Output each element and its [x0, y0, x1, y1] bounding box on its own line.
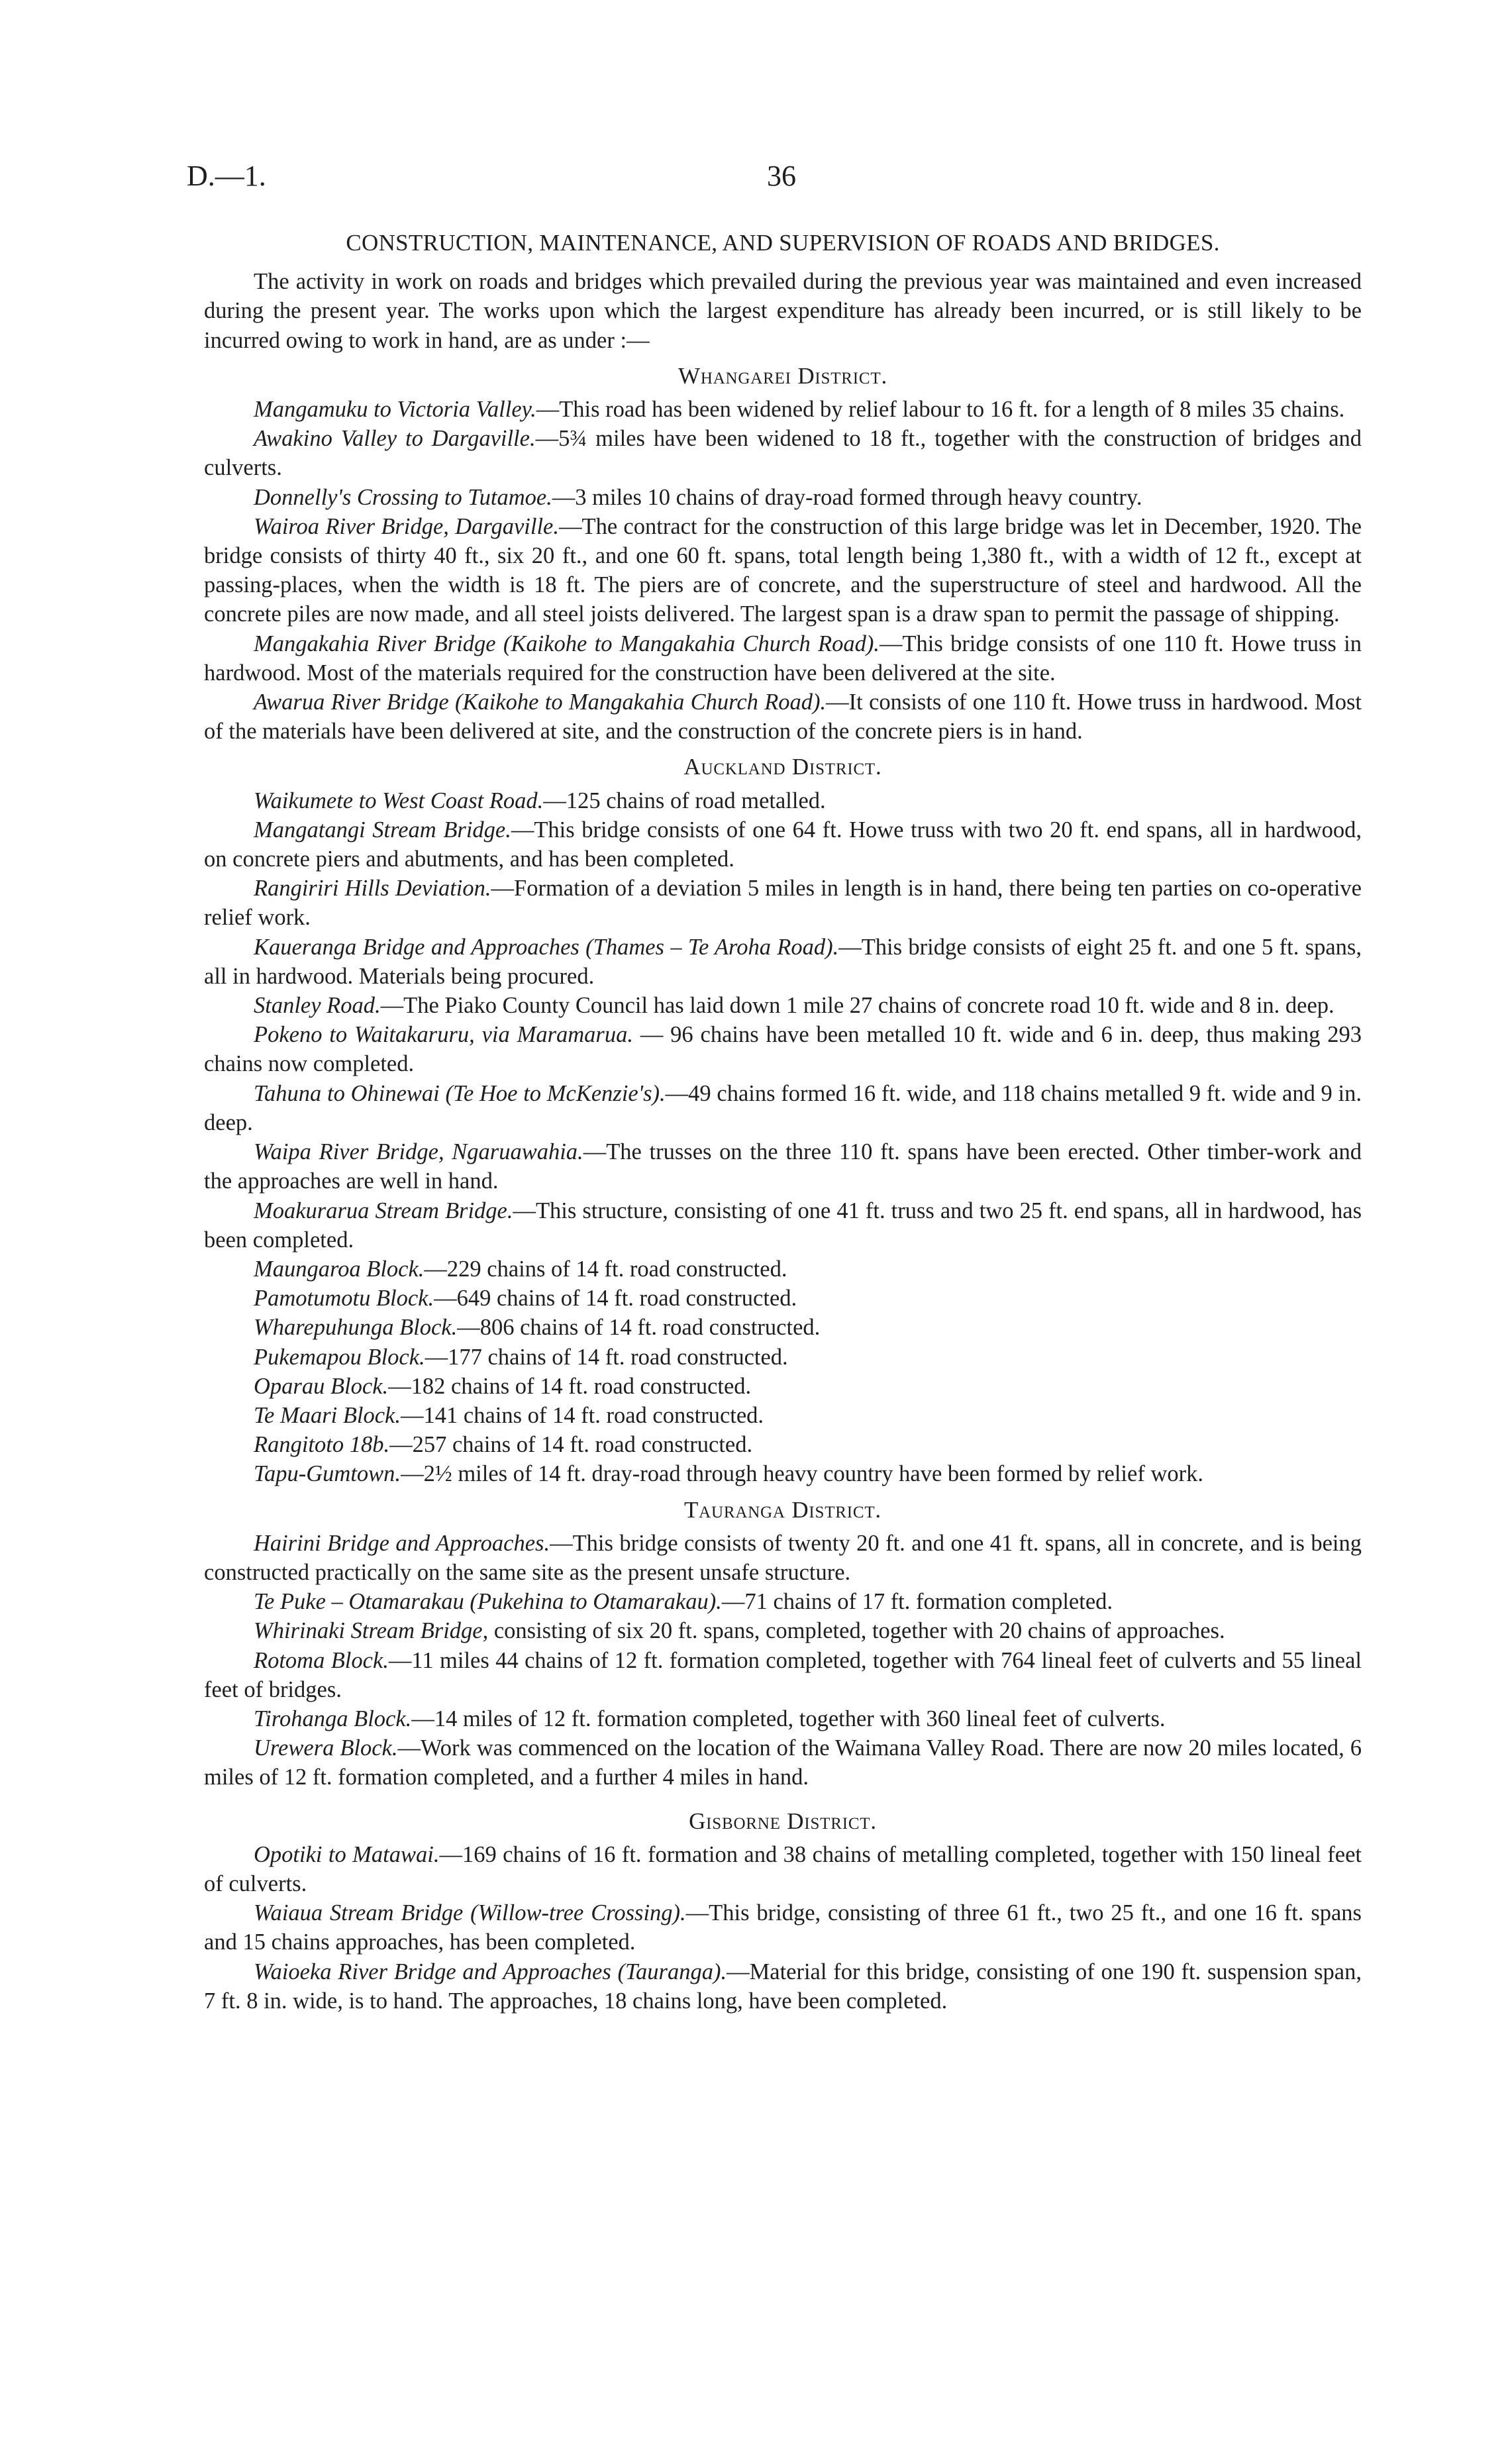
entry-title: Donnelly's Crossing to Tutamoe.	[254, 484, 552, 510]
entry	[204, 1587, 1362, 1616]
entry-title: Wharepuhunga Block.	[254, 1315, 458, 1341]
page-number: 36	[767, 160, 796, 192]
entry	[204, 1284, 1362, 1313]
entry-title: Waikumete to West Coast Road.	[254, 788, 544, 813]
entry-title: Rangiriri Hills Deviation.	[254, 876, 491, 901]
entry-text: —141 chains of 14 ft. road constructed.	[401, 1402, 764, 1428]
entry	[204, 1459, 1362, 1488]
entry-title: Waipa River Bridge, Ngaruawahia.	[254, 1139, 583, 1165]
entry-text: —71 chains of 17 ft. formation completed.	[721, 1589, 1113, 1615]
entry-title: Kaueranga Bridge and Approaches (Thames – Te Aroha Road).	[254, 934, 839, 960]
entry-text: —229 chains of 14 ft. road constructed.	[424, 1256, 787, 1282]
entry-title: Te Puke – Otamarakau (Pukehina to Otamarakau).	[254, 1589, 722, 1615]
entry-text: —Work was commenced on the location of the Waimana Valley Road. There are now 20 miles located, 6 miles of 12 ft. formation completed, and a further 4 miles in hand.	[204, 1735, 1362, 1790]
entry-text: —This bridge consists of one 64 ft. Howe truss with two 20 ft. end spans, all in hardwood, on concrete piers and abutments, and has been completed.	[204, 817, 1362, 872]
section-title: CONSTRUCTION, MAINTENANCE, AND SUPERVISION OF ROADS AND BRIDGES.	[346, 230, 1220, 256]
body-text	[204, 229, 1362, 2016]
district-heading: Whangarei District.	[678, 362, 887, 389]
entry-text: —Material for this bridge, consisting of one 190 ft. suspension span, 7 ft. 8 in. wide, is to hand. The approaches, 18 chains long, have been completed.	[204, 1959, 1362, 2014]
entry-title: Rotoma Block.	[254, 1647, 389, 1673]
entry-title: Wairoa River Bridge, Dargaville.	[254, 513, 559, 539]
entry	[204, 483, 1362, 512]
entry-text: —257 chains of 14 ft. road constructed.	[389, 1432, 753, 1458]
entry-text: —649 chains of 14 ft. road constructed.	[434, 1286, 797, 1311]
entry-text: —The trusses on the three 110 ft. spans have been erected. Other timber-work and the approaches are well in hand.	[204, 1139, 1362, 1194]
entry	[204, 629, 1362, 688]
entry	[204, 1430, 1362, 1459]
entry-text: —The Piako County Council has laid down 1 mile 27 chains of concrete road 10 ft. wide and 8 in. deep.	[380, 993, 1334, 1019]
entry	[204, 933, 1362, 991]
entry	[204, 1704, 1362, 1733]
entry-title: Mangamuku to Victoria Valley.	[254, 397, 536, 423]
entry	[204, 1957, 1362, 2016]
entry-text: —It consists of one 110 ft. Howe truss in hardwood. Most of the materials have been delivered at site, and the construction of the concrete piers is in hand.	[204, 690, 1362, 744]
entry-text: —This bridge consists of eight 25 ft. and one 5 ft. spans, all in hardwood. Materials being procured.	[204, 934, 1362, 989]
entry-text: —This bridge, consisting of three 61 ft., two 25 ft., and one 16 ft. spans and 15 chains approaches, has been completed.	[204, 1900, 1362, 1955]
entry-title: Tirohanga Block.	[254, 1706, 412, 1731]
entry-text: —177 chains of 14 ft. road constructed.	[425, 1344, 788, 1370]
entry-text: —3 miles 10 chains of dray-road formed through heavy country.	[552, 484, 1142, 510]
entry-title: Awakino Valley to Dargaville.	[254, 426, 536, 452]
entry-text: —This structure, consisting of one 41 ft. truss and two 25 ft. end spans, all in hardwood, has been completed.	[204, 1198, 1362, 1253]
entry	[204, 1196, 1362, 1255]
entry-title: Pukemapou Block.	[254, 1344, 425, 1370]
entry	[204, 1343, 1362, 1372]
entry-text: —The contract for the construction of this large bridge was let in December, 1920. The bridge consists of thirty 40 ft., six 20 ft., and one 60 ft. spans, total length being 1,380 ft., with a width of 12 ft., except at passing-places, when the width is 18 ft. The piers are of concrete, and the superstructure of steel and hardwood. All the concrete piles are now made, and all steel joists delivered. The largest span is a draw span to permit the passage of shipping.	[204, 513, 1362, 627]
entry-text: —11 miles 44 chains of 12 ft. formation completed, together with 764 lineal feet of culverts and 55 lineal feet of bridges.	[204, 1647, 1362, 1702]
entry-title: Urewera Block.	[254, 1735, 398, 1761]
entry-title: Awarua River Bridge (Kaikohe to Mangakahia Church Road).	[254, 690, 827, 715]
entry	[204, 512, 1362, 629]
entry-text: —125 chains of road metalled.	[543, 788, 826, 813]
entry-title: Whirinaki Stream Bridge,	[254, 1618, 489, 1644]
entry-title: Oparau Block.	[254, 1373, 389, 1399]
entry-title: Mangakahia River Bridge (Kaikohe to Mangakahia Church Road).	[254, 631, 880, 656]
entry	[204, 688, 1362, 746]
entry-title: Waioeka River Bridge and Approaches (Tauranga).	[254, 1959, 727, 1984]
entry-title: Opotiki to Matawai.	[254, 1841, 440, 1867]
entry	[204, 1616, 1362, 1645]
entry	[204, 1840, 1362, 1898]
entry-text: —806 chains of 14 ft. road constructed.	[457, 1315, 821, 1341]
entry-title: Pokeno to Waitakaruru, via Maramarua.	[254, 1022, 633, 1048]
entry	[204, 424, 1362, 482]
document-reference: D.—1.	[187, 160, 266, 192]
entry-text: —Formation of a deviation 5 miles in length is in hand, there being ten parties on co-operative relief work.	[204, 876, 1362, 931]
entry-text: —182 chains of 14 ft. road constructed.	[388, 1373, 752, 1399]
entry-title: Stanley Road.	[254, 993, 381, 1019]
entry-title: Moakurarua Stream Bridge.	[254, 1198, 513, 1223]
entry-title: Tapu-Gumtown.	[254, 1461, 401, 1487]
entry-text: —5¾ miles have been widened to 18 ft., together with the construction of bridges and culverts.	[204, 426, 1362, 481]
entry	[204, 786, 1362, 815]
entry	[204, 874, 1362, 932]
entry	[204, 1372, 1362, 1401]
district-heading: Tauranga District.	[683, 1496, 881, 1523]
entry-text: —169 chains of 16 ft. formation and 38 chains of metalling completed, together with 150 lineal feet of culverts.	[204, 1841, 1362, 1896]
entry	[204, 1137, 1362, 1196]
entry-title: Pamotumotu Block.	[254, 1286, 434, 1311]
entry-text: —This bridge consists of twenty 20 ft. and one 41 ft. spans, all in concrete, and is being constructed practically on the same site as the present unsafe structure.	[204, 1530, 1362, 1585]
entry-title: Maungaroa Block.	[254, 1256, 425, 1282]
entry	[204, 815, 1362, 874]
entry	[204, 1529, 1362, 1587]
entry	[204, 1020, 1362, 1078]
entry	[204, 991, 1362, 1020]
district-heading: Auckland District.	[683, 754, 882, 780]
entry	[204, 1255, 1362, 1284]
entry-title: Mangatangi Stream Bridge.	[254, 817, 511, 843]
district-heading: Gisborne District.	[689, 1808, 877, 1834]
entry-text: — 96 chains have been metalled 10 ft. wide and 6 in. deep, thus making 293 chains now completed.	[204, 1022, 1362, 1077]
entry-title: Waiaua Stream Bridge (Willow-tree Crossing).	[254, 1900, 686, 1926]
entry-title: Hairini Bridge and Approaches.	[254, 1530, 550, 1556]
entry	[204, 1898, 1362, 1957]
entry-text: —This road has been widened by relief labour to 16 ft. for a length of 8 miles 35 chains.	[536, 397, 1345, 423]
entry	[204, 1733, 1362, 1792]
entry	[204, 1313, 1362, 1342]
entry-text: consisting of six 20 ft. spans, completed, together with 20 chains of approaches.	[488, 1618, 1225, 1644]
entry	[204, 395, 1362, 424]
entry	[204, 1646, 1362, 1704]
entry-title: Rangitoto 18b.	[254, 1432, 390, 1458]
entry-text: —This bridge consists of one 110 ft. Howe truss in hardwood. Most of the materials required for the construction have been delivered at the site.	[204, 631, 1362, 686]
entry	[204, 1401, 1362, 1430]
entry-text: —14 miles of 12 ft. formation completed, together with 360 lineal feet of culverts.	[411, 1706, 1166, 1731]
entry-title: Te Maari Block.	[254, 1402, 401, 1428]
entry-title: Tahuna to Ohinewai (Te Hoe to McKenzie's).	[254, 1080, 666, 1106]
entry	[204, 1079, 1362, 1137]
intro-paragraph: The activity in work on roads and bridges which prevailed during the previous year was maintained and even increased during the present year. The works upon which the largest expenditure has already been incurred, or is still likely to be incurred owing to work in hand, are as under :—	[204, 269, 1362, 353]
entry-text: —2½ miles of 14 ft. dray-road through heavy country have been formed by relief work.	[401, 1461, 1203, 1487]
entry-text: —49 chains formed 16 ft. wide, and 118 chains metalled 9 ft. wide and 9 in. deep.	[204, 1080, 1362, 1135]
